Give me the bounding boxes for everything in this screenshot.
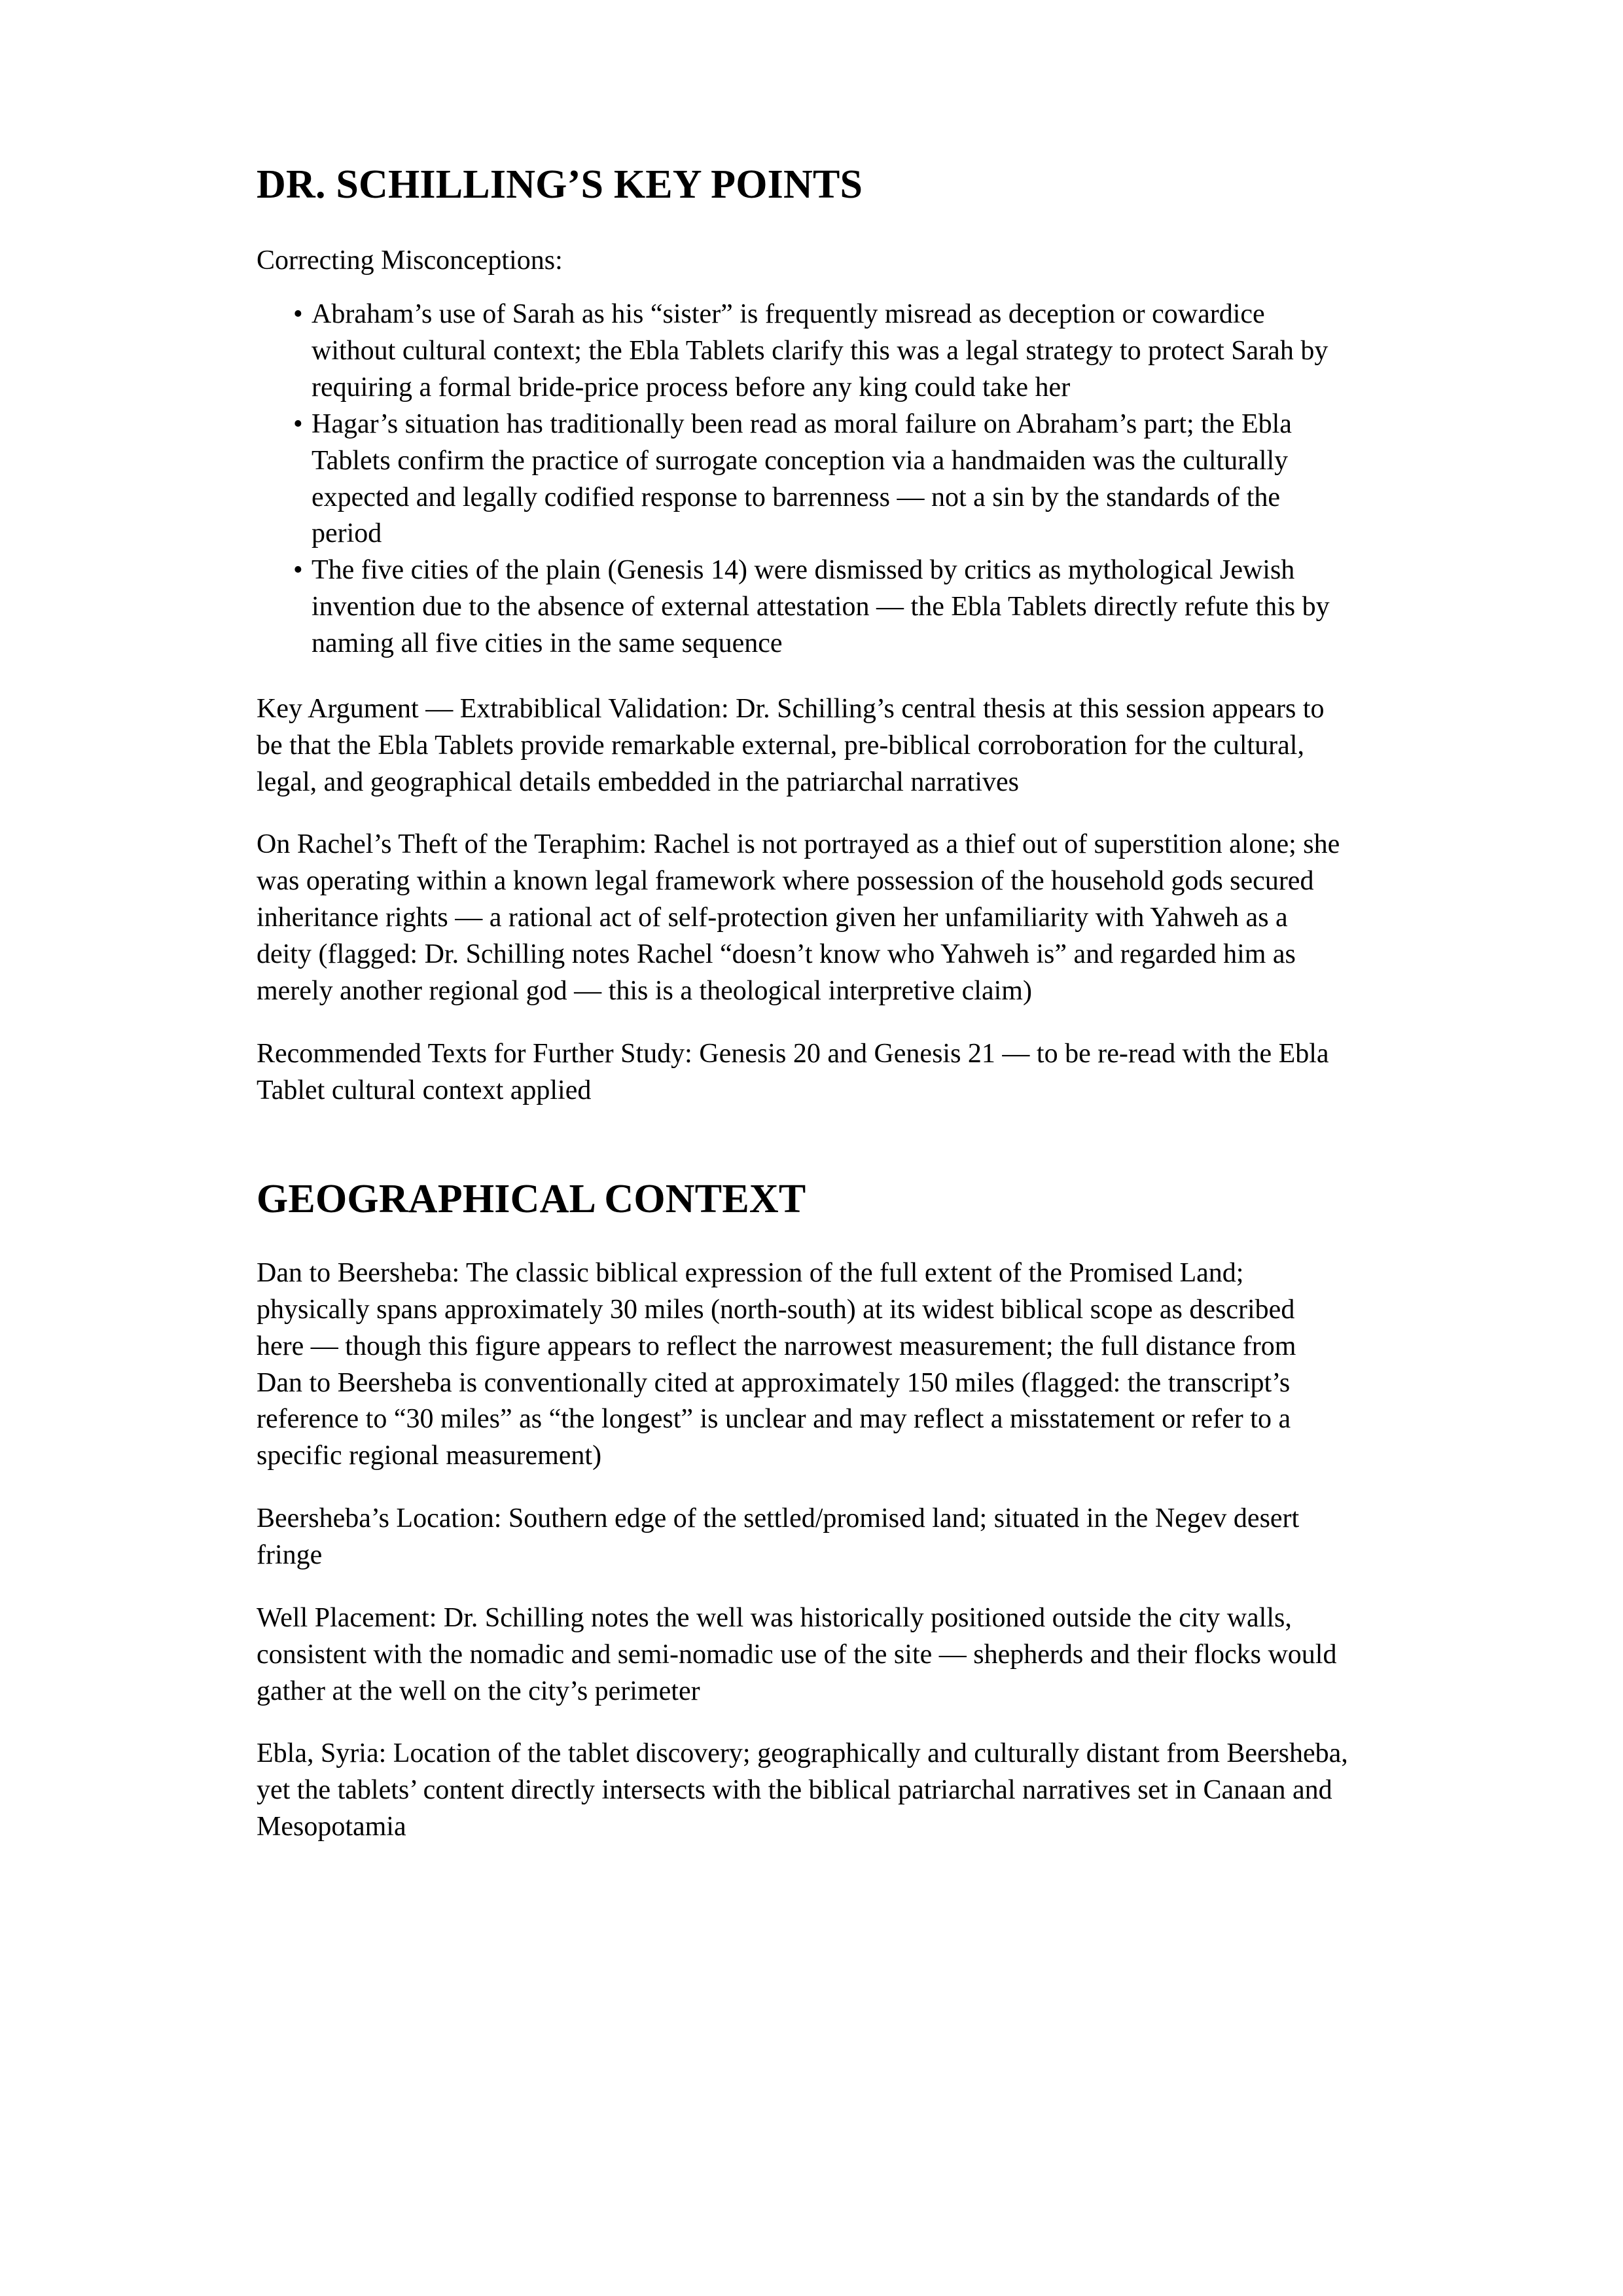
list-item — [257, 296, 1348, 406]
bullet-icon: • — [293, 408, 303, 439]
bullet-icon: • — [293, 299, 303, 330]
list-item-text: The five cities of the plain (Genesis 14) were dismissed by critics as mythological Jewish invention due to the absence of external attestation — the Ebla Tablets directly refute this by naming all five cities in the same sequence — [312, 555, 1330, 659]
list-item-text: Abraham’s use of Sarah as his “sister” is frequently misread as deception or cowardice without cultural context; the Ebla Tablets clarify this was a legal strategy to protect Sarah by requiring a formal bride-price process before any king could take her — [312, 299, 1329, 403]
list-item — [257, 552, 1348, 662]
rachel-teraphim-paragraph: On Rachel’s Theft of the Teraphim: Rachel is not portrayed as a thief out of superstition alone; she was operating within a known legal framework where possession of the household gods secured inheritance rights — a rational act of self-protection given her unfamiliarity with Yahweh as a deity (flagged: Dr. Schilling notes Rachel “doesn’t know who Yahweh is” and regarded him as merely another regional god — this is a theological interpretive claim) — [257, 829, 1340, 1006]
recommended-texts-paragraph: Recommended Texts for Further Study: Genesis 20 and Genesis 21 — to be re-read with the Ebla Tablet cultural context applied — [257, 1038, 1329, 1105]
correcting-misconceptions-label: Correcting Misconceptions: — [257, 245, 563, 276]
geographical-context-title: GEOGRAPHICAL CONTEXT — [257, 1177, 806, 1222]
ebla-syria-paragraph: Ebla, Syria: Location of the tablet discovery; geographically and culturally distant from Beersheba, yet the tablets’ content directly intersects with the biblical patriarchal narratives set in Canaan and Mesopotamia — [257, 1738, 1348, 1842]
well-placement-paragraph: Well Placement: Dr. Schilling notes the well was historically positioned outside the city walls, consistent with the nomadic and semi-nomadic use of the site — shepherds and their flocks would gather at the well on the city’s perimeter — [257, 1602, 1337, 1706]
list-item-text: Hagar’s situation has traditionally been read as moral failure on Abraham’s part; the Ebla Tablets confirm the practice of surrogate conception via a handmaiden was the culturally expected and legally codified response to barrenness — not a sin by the standards of the period — [312, 408, 1292, 549]
page-title: DR. SCHILLING’S KEY POINTS — [257, 162, 863, 207]
key-argument-paragraph: Key Argument — Extrabiblical Validation: Dr. Schilling’s central thesis at this session appears to be that the Ebla Tablets provide remarkable external, pre-biblical corroboration for the cultural, legal, and geographical details embedded in the patriarchal narratives — [257, 693, 1325, 797]
beersheba-location-paragraph: Beersheba’s Location: Southern edge of the settled/promised land; situated in the Negev desert fringe — [257, 1503, 1300, 1570]
key-points-bullet-list — [257, 296, 1348, 662]
dan-to-beersheba-paragraph: Dan to Beersheba: The classic biblical expression of the full extent of the Promised Land; physically spans approximately 30 miles (north-south) at its widest biblical scope as described here — though this figure appears to reflect the narrowest measurement; the full distance from Dan to Beersheba is conventionally cited at approximately 150 miles (flagged: the transcript’s reference to “30 miles” as “the longest” is unclear and may reflect a misstatement or refer to a specific regional measurement) — [257, 1257, 1296, 1471]
list-item — [257, 406, 1348, 552]
bullet-icon: • — [293, 555, 303, 586]
